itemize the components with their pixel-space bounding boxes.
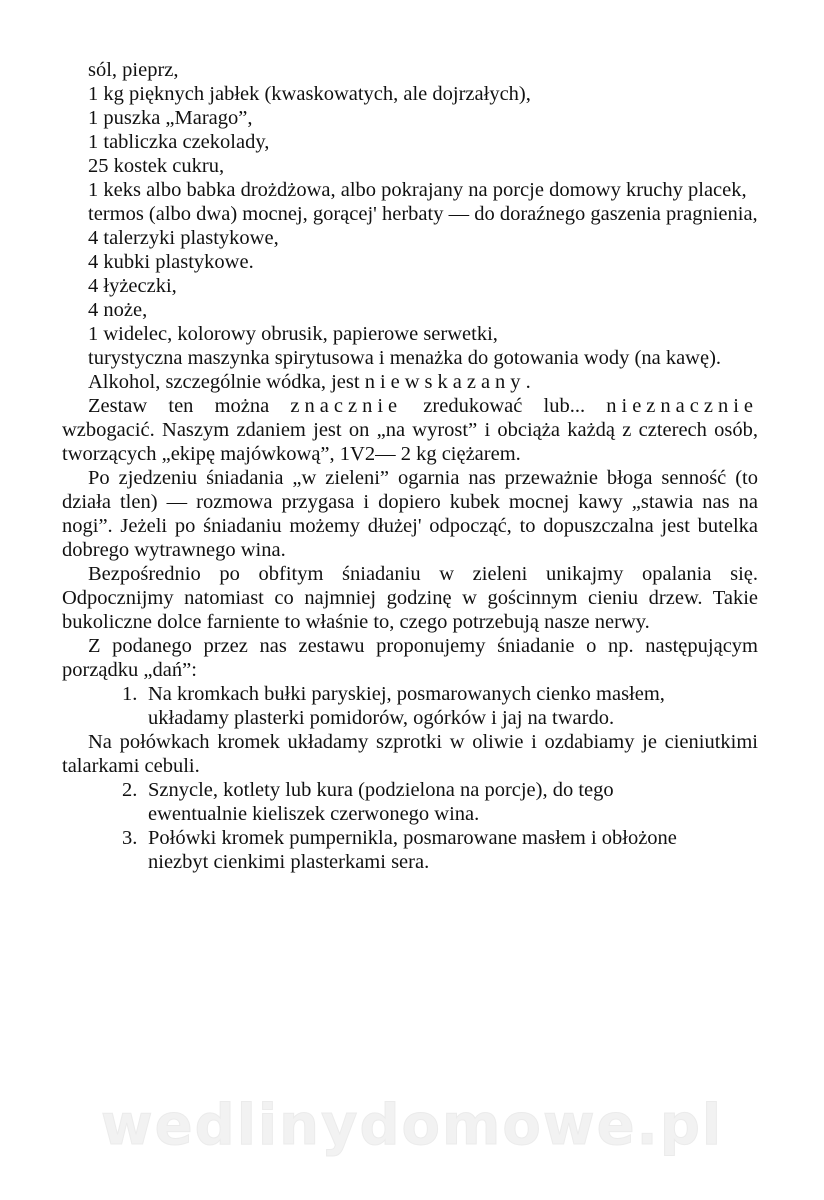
ingredient-line: 1 keks albo babka drożdżowa, albo pokrajany na porcje domowy kruchy placek, (88, 179, 747, 201)
ingredient-line: 25 kostek cukru, (88, 155, 225, 177)
zestaw-text-3: wzbogacić. Naszym zdaniem jest on „na wyrost” i obciąża każdą z czterech osób, tworzących „ekipę majówkową”, 1V2— 2 kg ciężarem. (62, 419, 758, 465)
ingredient-line: termos (albo dwa) mocnej, gorącej' herbaty — do doraźnego gaszenia pragnienia, (88, 203, 758, 225)
alcohol-end: . (525, 371, 531, 393)
zestaw-dan-paragraph: Z podanego przez nas zestawu proponujemy śniadanie o np. następującym porządku „dań”: (62, 635, 758, 681)
list-item-line: Na kromkach bułki paryskiej, posmarowanych cienko masłem, (148, 683, 665, 705)
list-item (62, 778, 758, 826)
zestaw-text-1: Zestaw ten można (88, 395, 291, 417)
spaced-emphasis: znacznie (290, 395, 403, 417)
ingredient-line: 1 kg pięknych jabłek (kwaskowatych, ale dojrzałych), (88, 83, 531, 105)
opalanie-paragraph: Bezpośrednio po obfitym śniadaniu w zieleni unikajmy opalania się. Odpocznijmy natomiast co najmniej godzinę w gościnnym cieniu drzew. Takie bukoliczne dolce farniente to właśnie to, czego potrzebują nasze nerwy. (62, 563, 758, 633)
list-item-line: niezbyt cienkimi plasterkami sera. (148, 851, 430, 873)
zestaw-text-2: zredukować lub... (402, 395, 607, 417)
alcohol-text: Alkohol, szczególnie wódka, jest (88, 371, 365, 393)
ingredient-line: 4 kubki plastykowe. (88, 251, 254, 273)
ingredient-line: sól, pieprz, (88, 59, 179, 81)
list-item-line: Sznycle, kotlety lub kura (podzielona na porcje), do tego (148, 779, 614, 801)
document-body (62, 58, 758, 874)
list-number: 2. (122, 779, 138, 801)
list-number: 1. (122, 683, 138, 705)
alcohol-paragraph (62, 370, 758, 394)
spaced-emphasis: nieznacznie (606, 395, 758, 417)
ingredient-line: 4 noże, (88, 299, 148, 321)
spaced-emphasis: niewskazany (364, 371, 526, 393)
zestaw-paragraph (62, 394, 758, 466)
ingredient-line: 1 puszka „Marago”, (88, 107, 253, 129)
list-number: 3. (122, 827, 138, 849)
list-item (62, 826, 758, 874)
ingredient-line: 1 tabliczka czekolady, (88, 131, 270, 153)
list-item-line: układamy plasterki pomidorów, ogórków i jaj na twardo. (148, 707, 615, 729)
ingredient-line: turystyczna maszynka spirytusowa i menażka do gotowania wody (na kawę). (88, 347, 722, 369)
ingredient-line: 4 talerzyki plastykowe, (88, 227, 279, 249)
sniadanie-paragraph: Po zjedzeniu śniadania „w zieleni” ogarnia nas przeważnie błoga senność (to działa tlen) — rozmowa przygasa i dopiero kubek mocnej kawy „stawia nas na nogi”. Jeżeli po śniadaniu możemy dłużej' odpocząć, to dopuszczalna jest butelka dobrego wytrawnego wina. (62, 467, 758, 561)
ingredient-line: 1 widelec, kolorowy obrusik, papierowe serwetki, (88, 323, 498, 345)
list-item-line: ewentualnie kieliszek czerwonego wina. (148, 803, 480, 825)
polowki-paragraph: Na połówkach kromek układamy szprotki w oliwie i ozdabiamy je cieniutkimi talarkami cebuli. (62, 731, 758, 777)
ingredient-line: 4 łyżeczki, (88, 275, 177, 297)
list-item-line: Połówki kromek pumpernikla, posmarowane masłem i obłożone (148, 827, 677, 849)
list-item (62, 682, 758, 730)
watermark: wedlinydomowe.pl (100, 1093, 724, 1158)
